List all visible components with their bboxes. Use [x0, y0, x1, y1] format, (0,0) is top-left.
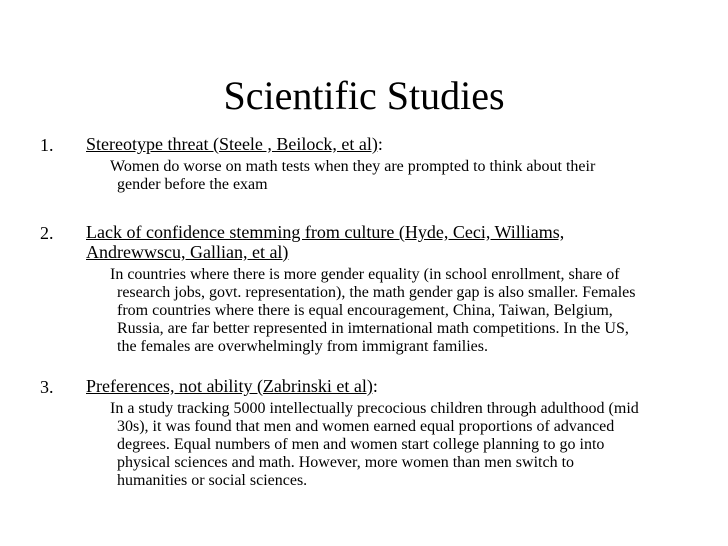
- body-line: research jobs, govt. representation), the math gender gap is also smaller. Females: [117, 284, 636, 301]
- item-heading-suffix: :: [372, 376, 378, 396]
- item-heading: [86, 134, 646, 154]
- body-line: humanities or social sciences.: [117, 472, 308, 489]
- item-body: [110, 158, 700, 194]
- body-line: 30s), it was found that men and women earned equal proportions of advanced: [117, 418, 615, 435]
- item-number: 3.: [40, 377, 54, 397]
- item-body: [110, 400, 700, 490]
- body-line: In countries where there is more gender equality (in school enrollment, share of: [110, 266, 620, 283]
- body-line: physical sciences and math. However, more women than men switch to: [117, 454, 575, 471]
- item-heading-link[interactable]: Lack of confidence stemming from culture (Hyde, Ceci, Williams,: [86, 222, 565, 242]
- item-number: 1.: [40, 135, 54, 155]
- item-heading: [86, 222, 646, 262]
- body-line: the females are overwhelmingly from immigrant families.: [117, 338, 488, 355]
- item-body: [110, 266, 700, 356]
- body-line: In a study tracking 5000 intellectually precocious children through adulthood (mid: [110, 400, 639, 417]
- body-line: gender before the exam: [117, 176, 268, 193]
- item-heading-suffix: :: [377, 134, 383, 154]
- item-heading-link[interactable]: Preferences, not ability (Zabrinski et al): [86, 376, 373, 396]
- body-line: Women do worse on math tests when they are prompted to think about their: [110, 158, 596, 175]
- slide-title: Scientific Studies: [223, 73, 505, 118]
- item-number: 2.: [40, 223, 54, 243]
- item-heading-link[interactable]: Andrewwscu, Gallian, et al): [86, 242, 289, 262]
- item-heading: [86, 376, 646, 396]
- body-line: Russia, are far better represented in imternational math competitions. In the US,: [117, 320, 629, 337]
- item-heading-link[interactable]: Stereotype threat (Steele , Beilock, et al): [86, 134, 378, 154]
- body-line: from countries where there is equal encouragement, China, Taiwan, Belgium,: [117, 302, 613, 319]
- body-line: degrees. Equal numbers of men and women start college planning to go into: [117, 436, 605, 453]
